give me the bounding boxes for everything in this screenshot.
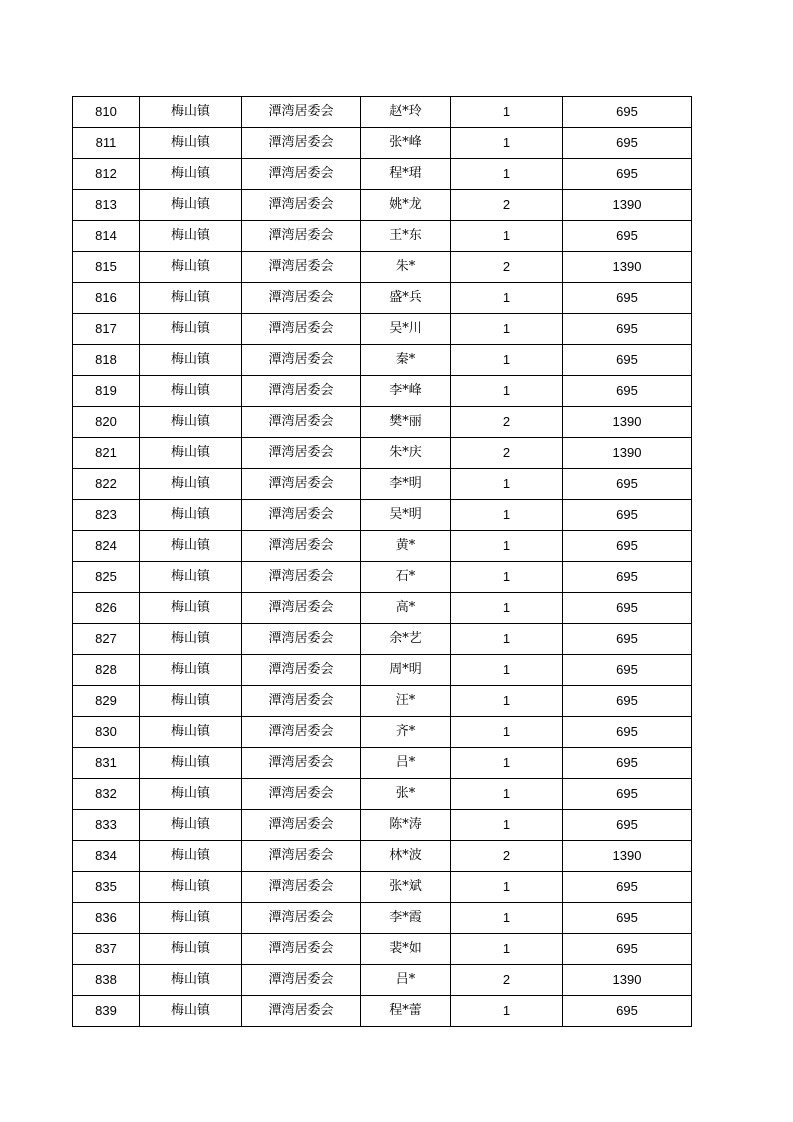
row-number-cell: 825 [73, 562, 140, 593]
amount-cell: 695 [563, 376, 692, 407]
row-number-cell: 836 [73, 903, 140, 934]
town-cell: 梅山镇 [140, 934, 242, 965]
amount-cell: 695 [563, 221, 692, 252]
name-cell: 李*峰 [361, 376, 451, 407]
row-number-cell: 816 [73, 283, 140, 314]
row-number-cell: 814 [73, 221, 140, 252]
town-cell: 梅山镇 [140, 283, 242, 314]
name-cell: 赵*玲 [361, 97, 451, 128]
committee-cell: 潭湾居委会 [242, 190, 361, 221]
name-cell: 盛*兵 [361, 283, 451, 314]
row-number-cell: 828 [73, 655, 140, 686]
committee-cell: 潭湾居委会 [242, 872, 361, 903]
committee-cell: 潭湾居委会 [242, 562, 361, 593]
name-cell: 姚*龙 [361, 190, 451, 221]
committee-cell: 潭湾居委会 [242, 934, 361, 965]
town-cell: 梅山镇 [140, 407, 242, 438]
committee-cell: 潭湾居委会 [242, 345, 361, 376]
committee-cell: 潭湾居委会 [242, 283, 361, 314]
count-cell: 2 [451, 252, 563, 283]
table-row [73, 407, 692, 438]
name-cell: 石* [361, 562, 451, 593]
count-cell: 1 [451, 903, 563, 934]
name-cell: 汪* [361, 686, 451, 717]
town-cell: 梅山镇 [140, 748, 242, 779]
town-cell: 梅山镇 [140, 190, 242, 221]
town-cell: 梅山镇 [140, 841, 242, 872]
row-number-cell: 832 [73, 779, 140, 810]
town-cell: 梅山镇 [140, 438, 242, 469]
name-cell: 李*霞 [361, 903, 451, 934]
committee-cell: 潭湾居委会 [242, 128, 361, 159]
town-cell: 梅山镇 [140, 562, 242, 593]
table-row [73, 500, 692, 531]
amount-cell: 1390 [563, 407, 692, 438]
count-cell: 1 [451, 593, 563, 624]
count-cell: 1 [451, 97, 563, 128]
table-row [73, 252, 692, 283]
name-cell: 张*斌 [361, 872, 451, 903]
row-number-cell: 821 [73, 438, 140, 469]
town-cell: 梅山镇 [140, 159, 242, 190]
count-cell: 1 [451, 283, 563, 314]
committee-cell: 潭湾居委会 [242, 593, 361, 624]
amount-cell: 1390 [563, 438, 692, 469]
row-number-cell: 838 [73, 965, 140, 996]
row-number-cell: 829 [73, 686, 140, 717]
town-cell: 梅山镇 [140, 128, 242, 159]
row-number-cell: 837 [73, 934, 140, 965]
name-cell: 齐* [361, 717, 451, 748]
amount-cell: 1390 [563, 190, 692, 221]
amount-cell: 695 [563, 934, 692, 965]
amount-cell: 695 [563, 655, 692, 686]
count-cell: 1 [451, 872, 563, 903]
town-cell: 梅山镇 [140, 531, 242, 562]
name-cell: 余*艺 [361, 624, 451, 655]
row-number-cell: 834 [73, 841, 140, 872]
count-cell: 1 [451, 469, 563, 500]
name-cell: 黄* [361, 531, 451, 562]
committee-cell: 潭湾居委会 [242, 624, 361, 655]
committee-cell: 潭湾居委会 [242, 97, 361, 128]
count-cell: 1 [451, 345, 563, 376]
amount-cell: 695 [563, 717, 692, 748]
amount-cell: 695 [563, 128, 692, 159]
row-number-cell: 826 [73, 593, 140, 624]
table-row [73, 345, 692, 376]
amount-cell: 695 [563, 345, 692, 376]
committee-cell: 潭湾居委会 [242, 686, 361, 717]
data-table [72, 96, 692, 1027]
committee-cell: 潭湾居委会 [242, 810, 361, 841]
table-row [73, 655, 692, 686]
committee-cell: 潭湾居委会 [242, 159, 361, 190]
committee-cell: 潭湾居委会 [242, 314, 361, 345]
row-number-cell: 823 [73, 500, 140, 531]
row-number-cell: 833 [73, 810, 140, 841]
committee-cell: 潭湾居委会 [242, 469, 361, 500]
name-cell: 樊*丽 [361, 407, 451, 438]
name-cell: 吕* [361, 965, 451, 996]
committee-cell: 潭湾居委会 [242, 655, 361, 686]
name-cell: 张* [361, 779, 451, 810]
name-cell: 吴*川 [361, 314, 451, 345]
committee-cell: 潭湾居委会 [242, 376, 361, 407]
name-cell: 吕* [361, 748, 451, 779]
name-cell: 朱* [361, 252, 451, 283]
table-row [73, 996, 692, 1027]
town-cell: 梅山镇 [140, 903, 242, 934]
table-row [73, 159, 692, 190]
name-cell: 陈*涛 [361, 810, 451, 841]
amount-cell: 695 [563, 283, 692, 314]
count-cell: 1 [451, 996, 563, 1027]
row-number-cell: 835 [73, 872, 140, 903]
row-number-cell: 817 [73, 314, 140, 345]
table-row [73, 128, 692, 159]
table-row [73, 562, 692, 593]
table-row [73, 283, 692, 314]
committee-cell: 潭湾居委会 [242, 407, 361, 438]
town-cell: 梅山镇 [140, 965, 242, 996]
town-cell: 梅山镇 [140, 686, 242, 717]
name-cell: 周*明 [361, 655, 451, 686]
committee-cell: 潭湾居委会 [242, 748, 361, 779]
committee-cell: 潭湾居委会 [242, 252, 361, 283]
amount-cell: 695 [563, 159, 692, 190]
town-cell: 梅山镇 [140, 500, 242, 531]
amount-cell: 1390 [563, 252, 692, 283]
town-cell: 梅山镇 [140, 624, 242, 655]
name-cell: 林*波 [361, 841, 451, 872]
table-row [73, 376, 692, 407]
count-cell: 1 [451, 624, 563, 655]
committee-cell: 潭湾居委会 [242, 965, 361, 996]
name-cell: 李*明 [361, 469, 451, 500]
count-cell: 1 [451, 314, 563, 345]
town-cell: 梅山镇 [140, 376, 242, 407]
table-row [73, 717, 692, 748]
name-cell: 程*珺 [361, 159, 451, 190]
count-cell: 1 [451, 500, 563, 531]
name-cell: 高* [361, 593, 451, 624]
town-cell: 梅山镇 [140, 345, 242, 376]
town-cell: 梅山镇 [140, 655, 242, 686]
amount-cell: 695 [563, 624, 692, 655]
row-number-cell: 810 [73, 97, 140, 128]
committee-cell: 潭湾居委会 [242, 717, 361, 748]
amount-cell: 695 [563, 500, 692, 531]
row-number-cell: 831 [73, 748, 140, 779]
count-cell: 1 [451, 128, 563, 159]
committee-cell: 潭湾居委会 [242, 531, 361, 562]
town-cell: 梅山镇 [140, 97, 242, 128]
count-cell: 1 [451, 376, 563, 407]
amount-cell: 1390 [563, 965, 692, 996]
name-cell: 朱*庆 [361, 438, 451, 469]
committee-cell: 潭湾居委会 [242, 438, 361, 469]
table-row [73, 314, 692, 345]
town-cell: 梅山镇 [140, 593, 242, 624]
table-row [73, 593, 692, 624]
row-number-cell: 824 [73, 531, 140, 562]
row-number-cell: 815 [73, 252, 140, 283]
table-row [73, 965, 692, 996]
table-row [73, 779, 692, 810]
town-cell: 梅山镇 [140, 872, 242, 903]
count-cell: 1 [451, 531, 563, 562]
name-cell: 王*东 [361, 221, 451, 252]
table-row [73, 934, 692, 965]
amount-cell: 695 [563, 314, 692, 345]
table-row [73, 872, 692, 903]
count-cell: 1 [451, 686, 563, 717]
table-row [73, 190, 692, 221]
name-cell: 裴*如 [361, 934, 451, 965]
committee-cell: 潭湾居委会 [242, 221, 361, 252]
table-row [73, 903, 692, 934]
committee-cell: 潭湾居委会 [242, 903, 361, 934]
amount-cell: 695 [563, 872, 692, 903]
count-cell: 2 [451, 190, 563, 221]
row-number-cell: 820 [73, 407, 140, 438]
amount-cell: 695 [563, 779, 692, 810]
row-number-cell: 822 [73, 469, 140, 500]
town-cell: 梅山镇 [140, 221, 242, 252]
committee-cell: 潭湾居委会 [242, 996, 361, 1027]
table-body [73, 97, 692, 1027]
count-cell: 1 [451, 810, 563, 841]
count-cell: 2 [451, 965, 563, 996]
town-cell: 梅山镇 [140, 717, 242, 748]
committee-cell: 潭湾居委会 [242, 841, 361, 872]
amount-cell: 695 [563, 748, 692, 779]
town-cell: 梅山镇 [140, 469, 242, 500]
amount-cell: 695 [563, 531, 692, 562]
amount-cell: 695 [563, 562, 692, 593]
count-cell: 1 [451, 562, 563, 593]
count-cell: 1 [451, 159, 563, 190]
row-number-cell: 811 [73, 128, 140, 159]
amount-cell: 695 [563, 903, 692, 934]
table-row [73, 748, 692, 779]
table-row [73, 438, 692, 469]
amount-cell: 695 [563, 97, 692, 128]
amount-cell: 695 [563, 686, 692, 717]
town-cell: 梅山镇 [140, 314, 242, 345]
table-row [73, 531, 692, 562]
row-number-cell: 813 [73, 190, 140, 221]
count-cell: 1 [451, 655, 563, 686]
row-number-cell: 839 [73, 996, 140, 1027]
name-cell: 程*蕾 [361, 996, 451, 1027]
town-cell: 梅山镇 [140, 996, 242, 1027]
row-number-cell: 819 [73, 376, 140, 407]
count-cell: 1 [451, 748, 563, 779]
table-row [73, 97, 692, 128]
count-cell: 2 [451, 407, 563, 438]
table-row [73, 624, 692, 655]
committee-cell: 潭湾居委会 [242, 500, 361, 531]
town-cell: 梅山镇 [140, 252, 242, 283]
table-row [73, 686, 692, 717]
name-cell: 吴*明 [361, 500, 451, 531]
committee-cell: 潭湾居委会 [242, 779, 361, 810]
row-number-cell: 830 [73, 717, 140, 748]
table-row [73, 841, 692, 872]
table-row [73, 469, 692, 500]
count-cell: 1 [451, 221, 563, 252]
amount-cell: 695 [563, 593, 692, 624]
row-number-cell: 827 [73, 624, 140, 655]
table-row [73, 221, 692, 252]
name-cell: 张*峰 [361, 128, 451, 159]
town-cell: 梅山镇 [140, 779, 242, 810]
name-cell: 秦* [361, 345, 451, 376]
amount-cell: 1390 [563, 841, 692, 872]
row-number-cell: 818 [73, 345, 140, 376]
town-cell: 梅山镇 [140, 810, 242, 841]
row-number-cell: 812 [73, 159, 140, 190]
amount-cell: 695 [563, 996, 692, 1027]
amount-cell: 695 [563, 810, 692, 841]
count-cell: 1 [451, 779, 563, 810]
count-cell: 1 [451, 934, 563, 965]
table-row [73, 810, 692, 841]
count-cell: 2 [451, 438, 563, 469]
count-cell: 2 [451, 841, 563, 872]
amount-cell: 695 [563, 469, 692, 500]
count-cell: 1 [451, 717, 563, 748]
